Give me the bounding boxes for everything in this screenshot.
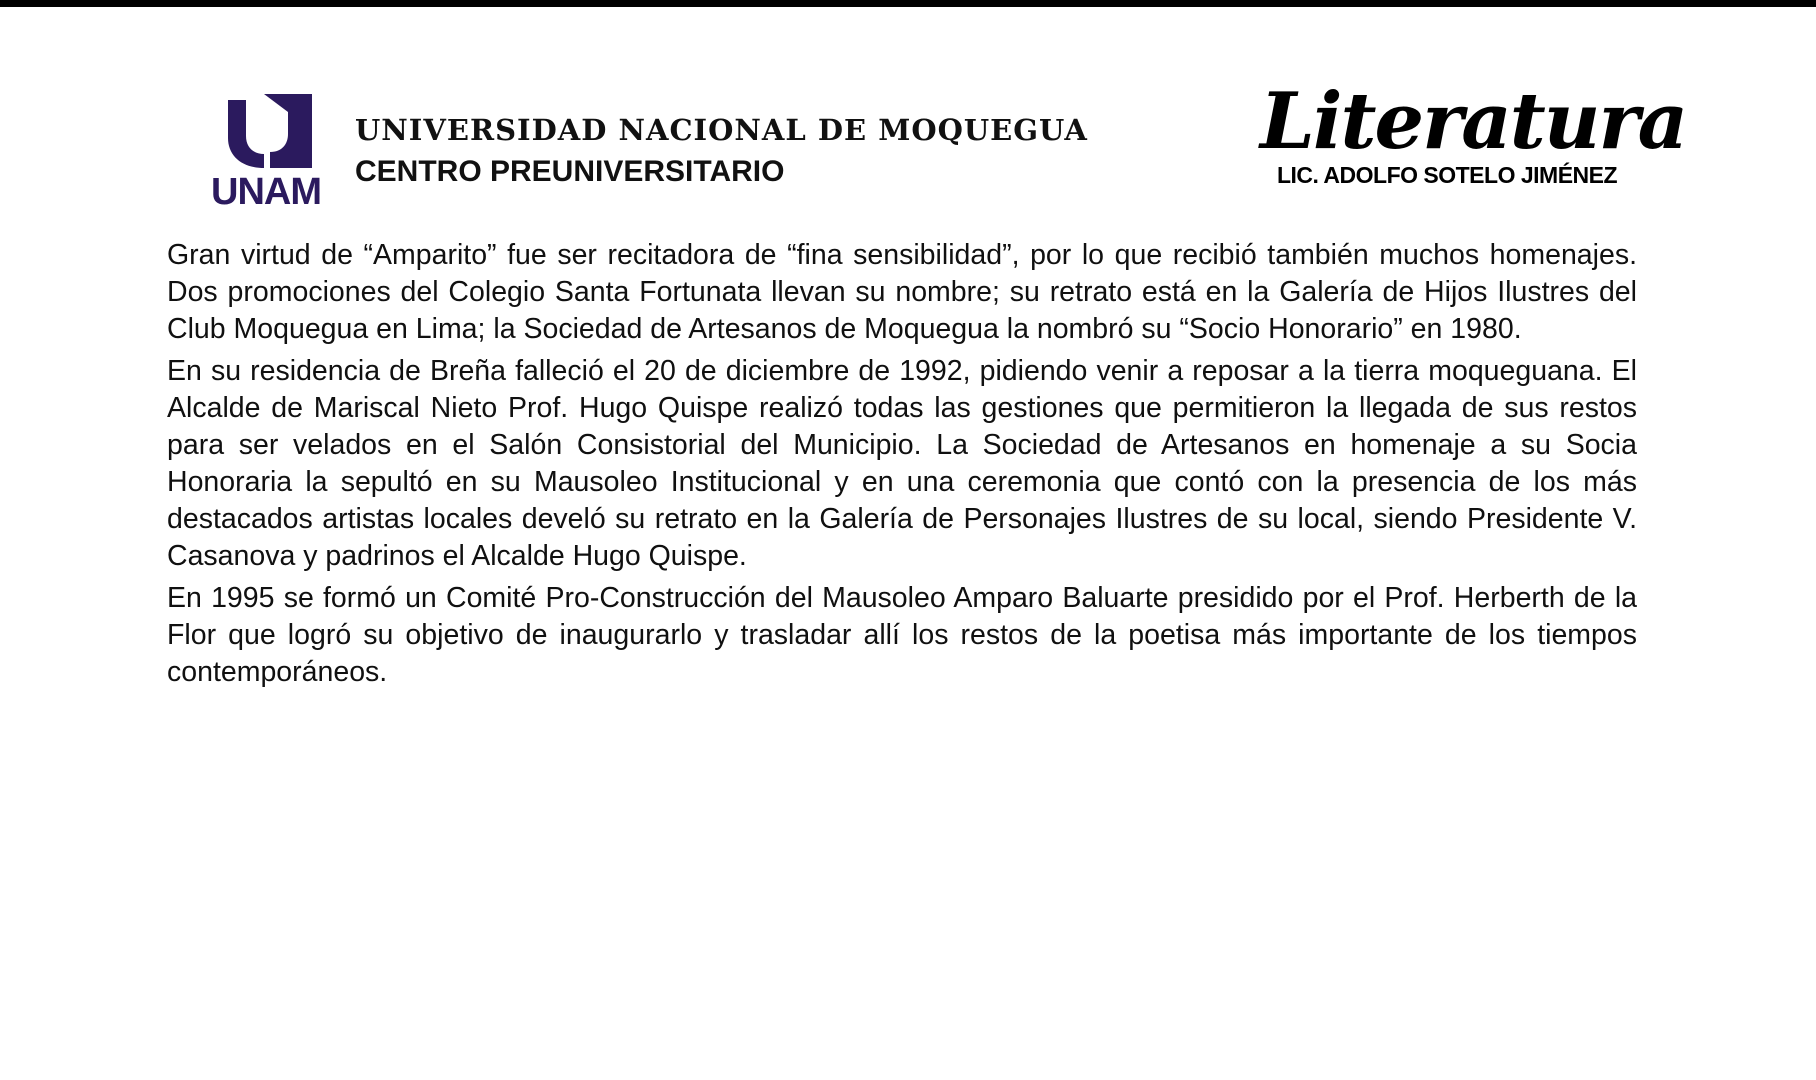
body-text bbox=[167, 237, 1637, 696]
unam-logo bbox=[208, 92, 330, 217]
paragraph: En 1995 se formó un Comité Pro-Construcción del Mausoleo Amparo Baluarte presidido por el Prof. Herberth de la Flor que logró su objetivo de inaugurarlo y trasladar allí los restos de la poetisa más importante de los tiempos contemporáneos. bbox=[167, 582, 1637, 688]
logo-text: UNAM bbox=[211, 171, 321, 213]
teacher-name: LIC. ADOLFO SOTELO JIMÉNEZ bbox=[1276, 162, 1618, 188]
subject-title: Literatura bbox=[1260, 76, 1687, 167]
university-name: UNIVERSIDAD NACIONAL DE MOQUEGUA bbox=[355, 113, 1088, 147]
top-border bbox=[0, 0, 1816, 7]
paragraph: Gran virtud de “Amparito” fue ser recitadora de “fina sensibilidad”, por lo que recibió también muchos homenajes. Dos promociones del Colegio Santa Fortunata llevan su nombre; su retrato está en la Galería de Hijos Ilustres del Club Moquegua en Lima; la Sociedad de Artesanos de Moquegua la nombró su “Socio Honorario” en 1980. bbox=[167, 239, 1637, 345]
center-name: CENTRO PREUNIVERSITARIO bbox=[355, 155, 785, 188]
paragraph: En su residencia de Breña falleció el 20 de diciembre de 1992, pidiendo venir a reposar a la tierra moqueguana. El Alcalde de Mariscal Nieto Prof. Hugo Quispe realizó todas las gestiones que permitieron la llegada de sus restos para ser velados en el Salón Consistorial del Municipio. La Sociedad de Artesanos en homenaje a su Socia Honoraria la sepultó en su Mausoleo Institucional y en una ceremonia que contó con la presencia de los más destacados artistas locales develó su retrato en la Galería de Personajes Ilustres de su local, siendo Presidente V. Casanova y padrinos el Alcalde Hugo Quispe. bbox=[167, 355, 1637, 572]
